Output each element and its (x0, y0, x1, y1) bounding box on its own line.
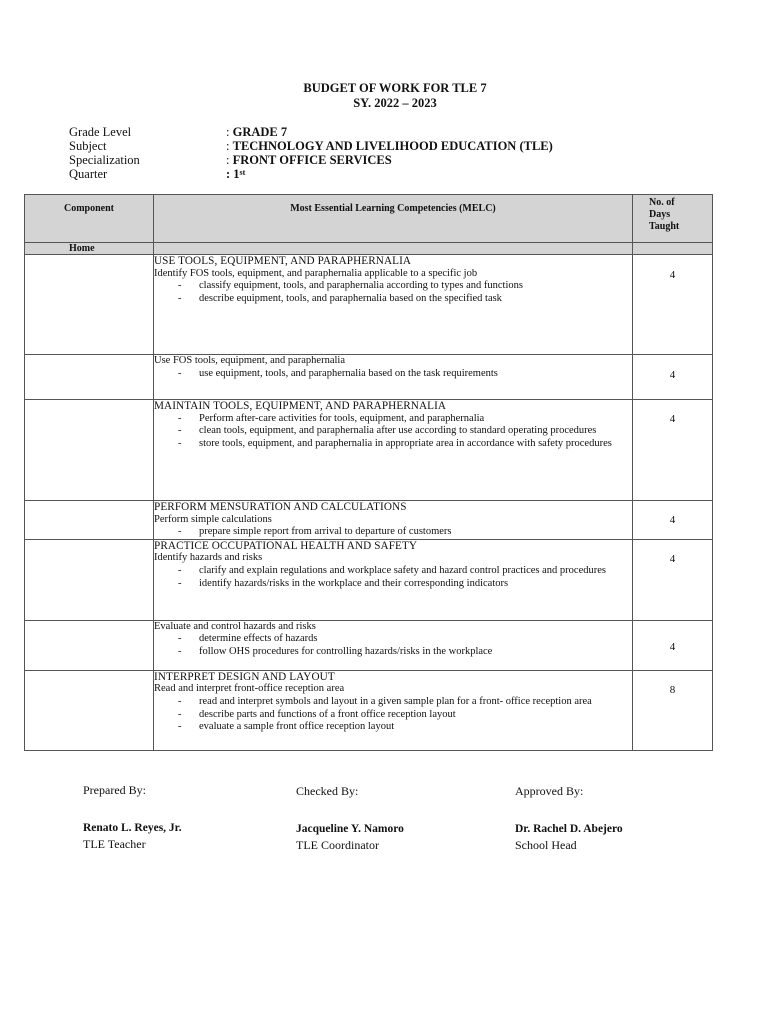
competency-heading: PERFORM MENSURATION AND CALCULATIONS (154, 501, 407, 513)
table-row (25, 501, 713, 540)
competency-heading: PRACTICE OCCUPATIONAL HEALTH AND SAFETY (154, 539, 418, 552)
specialization-label: Specialization (69, 153, 140, 167)
competency-intro: Perform simple calculations (154, 513, 272, 525)
approved-by-role: School Head (515, 838, 577, 852)
competency-intro: Identify hazards and risks (154, 552, 263, 564)
budget-of-work-table (24, 194, 713, 751)
subject-value: TECHNOLOGY AND LIVELIHOOD EDUCATION (TLE) (232, 139, 553, 153)
competency-heading: INTERPRET DESIGN AND LAYOUT (154, 670, 335, 683)
competency-bullet: - describe parts and functions of a front office reception layout (154, 709, 632, 722)
competency-intro: Evaluate and control hazards and risks (154, 620, 316, 632)
prepared-by-name: Renato L. Reyes, Jr. (83, 822, 182, 834)
competency-bullet: - classify equipment, tools, and paraphernalia according to types and functions (154, 280, 632, 293)
competency-bullet: - clean tools, equipment, and paraphernalia after use according to standard operating procedures (154, 425, 632, 438)
quarter-value: 1 (233, 167, 240, 181)
approved-by-name: Dr. Rachel D. Abejero (515, 823, 623, 835)
prepared-by-caption: Prepared By: (83, 783, 146, 797)
checked-by-caption: Checked By: (296, 784, 359, 798)
competency-intro: Use FOS tools, equipment, and paraphernalia (154, 355, 345, 366)
prepared-by-role: TLE Teacher (83, 837, 146, 851)
table-row (25, 539, 713, 620)
table-row (25, 255, 713, 355)
days-taught: 4 (633, 400, 713, 501)
header-days-taught: No. of Days Taught (633, 195, 713, 243)
approved-by-caption: Approved By: (515, 784, 584, 798)
checked-by-role: TLE Coordinator (296, 838, 379, 852)
table-row (25, 670, 713, 750)
competency-bullet: - Perform after-care activities for tools, equipment, and paraphernalia (154, 413, 632, 426)
header-component: Component (25, 195, 154, 243)
specialization-value: FRONT OFFICE SERVICES (232, 153, 392, 167)
competency-intro: Identify FOS tools, equipment, and paraphernalia applicable to a specific job (154, 267, 478, 279)
competency-bullet: - clarify and explain regulations and workplace safety and hazard control practices and procedures (154, 565, 632, 578)
competency-heading: MAINTAIN TOOLS, EQUIPMENT, AND PARAPHERNALIA (154, 400, 447, 412)
quarter-label: Quarter (69, 167, 108, 181)
checked-by-name: Jacqueline Y. Namoro (296, 823, 404, 835)
competency-bullet: - evaluate a sample front office reception layout (154, 721, 632, 734)
competency-bullet: - identify hazards/risks in the workplace and their corresponding indicators (154, 578, 632, 591)
competency-bullet: - read and interpret symbols and layout in a given sample plan for a front- office reception area (154, 696, 632, 709)
quarter-ordinal: st (239, 168, 246, 177)
table-row (25, 355, 713, 400)
days-taught: 4 (633, 501, 713, 540)
header-melc: Most Essential Learning Competencies (MELC) (154, 195, 633, 243)
competency-bullet: - determine effects of hazards (154, 633, 632, 646)
competency-intro: Read and interpret front-office reception area (154, 683, 345, 695)
days-taught: 4 (633, 620, 713, 670)
document-title: BUDGET OF WORK FOR TLE 7 (303, 81, 487, 95)
grade-level-value: GRADE 7 (232, 125, 288, 139)
days-taught: 8 (633, 670, 713, 750)
days-taught: 4 (633, 355, 713, 400)
subject-label: Subject (69, 139, 107, 153)
table-row (25, 620, 713, 670)
competency-bullet: - prepare simple report from arrival to departure of customers (154, 526, 632, 539)
grade-level-label: Grade Level (69, 125, 132, 139)
competency-heading: USE TOOLS, EQUIPMENT, AND PARAPHERNALIA (154, 255, 412, 267)
competency-bullet: - use equipment, tools, and paraphernalia based on the task requirements (154, 368, 632, 381)
component-home: Home (25, 243, 154, 255)
days-taught: 4 (633, 539, 713, 620)
table-row (25, 400, 713, 501)
days-taught: 4 (633, 255, 713, 355)
competency-bullet: - follow OHS procedures for controlling hazards/risks in the workplace (154, 646, 632, 659)
competency-bullet: - describe equipment, tools, and paraphernalia based on the specified task (154, 293, 632, 306)
school-year: SY. 2022 – 2023 (353, 96, 437, 110)
competency-bullet: - store tools, equipment, and paraphernalia in appropriate area in accordance with safety procedures (154, 438, 632, 451)
